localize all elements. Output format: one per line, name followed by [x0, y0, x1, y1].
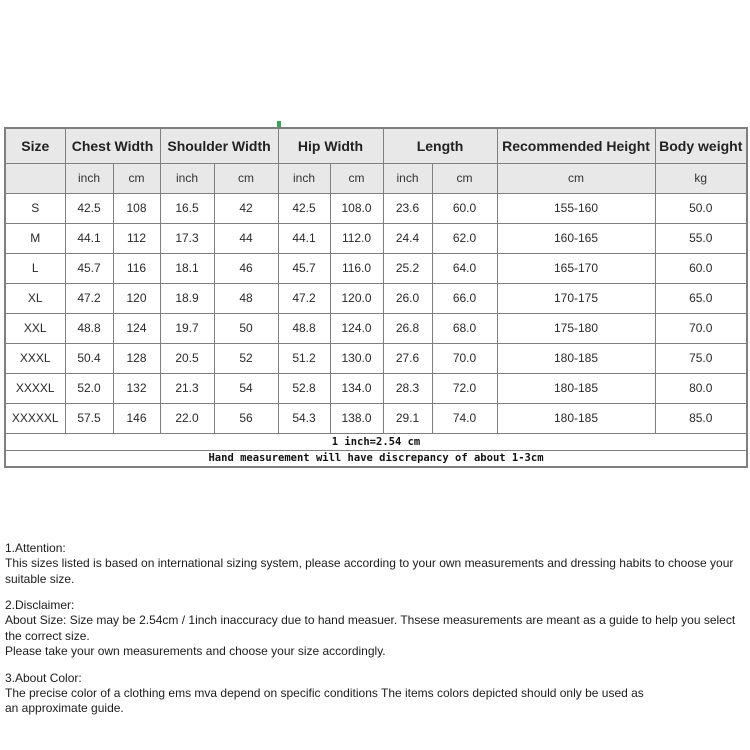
table-row	[5, 373, 747, 403]
subheader-row	[5, 163, 747, 193]
value-cell: 170-175	[497, 283, 655, 313]
unit-header: inch	[65, 163, 113, 193]
value-cell: 52.8	[278, 373, 330, 403]
value-cell: 108	[113, 193, 160, 223]
column-header: Length	[383, 128, 497, 163]
table-row	[5, 253, 747, 283]
value-cell: 29.1	[383, 403, 432, 433]
value-cell: 55.0	[655, 223, 747, 253]
unit-header: cm	[214, 163, 278, 193]
note-line: The precise color of a clothing ems mva depend on specific conditions The items colors depicted should only be used as	[5, 685, 644, 700]
value-cell: 16.5	[160, 193, 214, 223]
column-header: Recommended Height	[497, 128, 655, 163]
value-cell: 180-185	[497, 343, 655, 373]
value-cell: 20.5	[160, 343, 214, 373]
note-heading: 3.About Color:	[5, 670, 82, 685]
value-cell: 57.5	[65, 403, 113, 433]
value-cell: 50.0	[655, 193, 747, 223]
value-cell: 50	[214, 313, 278, 343]
value-cell: 124	[113, 313, 160, 343]
header-row	[5, 128, 747, 163]
value-cell: 22.0	[160, 403, 214, 433]
note-line: an approximate guide.	[5, 701, 124, 715]
table-footnotes	[5, 433, 747, 467]
table-body	[5, 193, 747, 433]
footnote-row	[5, 433, 747, 450]
size-label-cell: M	[5, 223, 65, 253]
unit-header: inch	[160, 163, 214, 193]
value-cell: 54.3	[278, 403, 330, 433]
value-cell: 51.2	[278, 343, 330, 373]
note-block	[5, 540, 745, 587]
value-cell: 26.8	[383, 313, 432, 343]
size-label-cell: XL	[5, 283, 65, 313]
size-chart-table	[4, 127, 748, 468]
note-block	[5, 670, 745, 717]
value-cell: 52	[214, 343, 278, 373]
value-cell: 48	[214, 283, 278, 313]
value-cell: 116	[113, 253, 160, 283]
notes-section	[5, 540, 745, 727]
unit-header-empty	[5, 163, 65, 193]
value-cell: 24.4	[383, 223, 432, 253]
value-cell: 70.0	[655, 313, 747, 343]
table-row	[5, 193, 747, 223]
value-cell: 134.0	[330, 373, 383, 403]
note-line: This sizes listed is based on international sizing system, please according to your own measurements and dressing habits to choose your suitable size.	[5, 556, 734, 586]
value-cell: 50.4	[65, 343, 113, 373]
unit-header: kg	[655, 163, 747, 193]
value-cell: 160-165	[497, 223, 655, 253]
value-cell: 75.0	[655, 343, 747, 373]
value-cell: 120	[113, 283, 160, 313]
value-cell: 60.0	[432, 193, 497, 223]
value-cell: 120.0	[330, 283, 383, 313]
note-line: Please take your own measurements and choose your size accordingly.	[5, 644, 386, 658]
value-cell: 27.6	[383, 343, 432, 373]
value-cell: 45.7	[65, 253, 113, 283]
value-cell: 46	[214, 253, 278, 283]
value-cell: 48.8	[65, 313, 113, 343]
value-cell: 70.0	[432, 343, 497, 373]
value-cell: 60.0	[655, 253, 747, 283]
value-cell: 62.0	[432, 223, 497, 253]
table-row	[5, 223, 747, 253]
table-row	[5, 403, 747, 433]
value-cell: 80.0	[655, 373, 747, 403]
value-cell: 64.0	[432, 253, 497, 283]
note-block	[5, 597, 745, 660]
size-label-cell: XXXXXL	[5, 403, 65, 433]
value-cell: 180-185	[497, 373, 655, 403]
column-header: Size	[5, 128, 65, 163]
value-cell: 112	[113, 223, 160, 253]
value-cell: 130.0	[330, 343, 383, 373]
value-cell: 72.0	[432, 373, 497, 403]
unit-header: cm	[432, 163, 497, 193]
value-cell: 44.1	[278, 223, 330, 253]
value-cell: 56	[214, 403, 278, 433]
value-cell: 132	[113, 373, 160, 403]
unit-header: inch	[383, 163, 432, 193]
footnote-cell: Hand measurement will have discrepancy of about 1-3cm	[5, 450, 747, 467]
value-cell: 138.0	[330, 403, 383, 433]
value-cell: 44	[214, 223, 278, 253]
value-cell: 42.5	[278, 193, 330, 223]
value-cell: 44.1	[65, 223, 113, 253]
column-header: Hip Width	[278, 128, 383, 163]
value-cell: 74.0	[432, 403, 497, 433]
size-label-cell: L	[5, 253, 65, 283]
size-label-cell: XXXL	[5, 343, 65, 373]
value-cell: 18.1	[160, 253, 214, 283]
value-cell: 108.0	[330, 193, 383, 223]
value-cell: 28.3	[383, 373, 432, 403]
note-line: About Size: Size may be 2.54cm / 1inch inaccuracy due to hand measuer. Thsese measurements are meant as a guide to help you select the correct size.	[5, 613, 736, 643]
size-label-cell: XXXXL	[5, 373, 65, 403]
unit-header: cm	[113, 163, 160, 193]
value-cell: 66.0	[432, 283, 497, 313]
size-label-cell: XXL	[5, 313, 65, 343]
value-cell: 112.0	[330, 223, 383, 253]
table-header	[5, 128, 747, 193]
value-cell: 128	[113, 343, 160, 373]
column-header: Chest Width	[65, 128, 160, 163]
value-cell: 180-185	[497, 403, 655, 433]
value-cell: 52.0	[65, 373, 113, 403]
footnote-row	[5, 450, 747, 467]
value-cell: 45.7	[278, 253, 330, 283]
value-cell: 25.2	[383, 253, 432, 283]
value-cell: 165-170	[497, 253, 655, 283]
size-label-cell: S	[5, 193, 65, 223]
table-row	[5, 343, 747, 373]
value-cell: 54	[214, 373, 278, 403]
value-cell: 175-180	[497, 313, 655, 343]
value-cell: 65.0	[655, 283, 747, 313]
footnote-cell: 1 inch=2.54 cm	[5, 433, 747, 450]
value-cell: 124.0	[330, 313, 383, 343]
column-header: Shoulder Width	[160, 128, 278, 163]
value-cell: 23.6	[383, 193, 432, 223]
value-cell: 146	[113, 403, 160, 433]
value-cell: 155-160	[497, 193, 655, 223]
note-heading: 1.Attention:	[5, 541, 66, 555]
unit-header: cm	[330, 163, 383, 193]
unit-header: cm	[497, 163, 655, 193]
table-row	[5, 283, 747, 313]
note-heading: 2.Disclaimer:	[5, 598, 75, 612]
value-cell: 26.0	[383, 283, 432, 313]
value-cell: 47.2	[278, 283, 330, 313]
value-cell: 85.0	[655, 403, 747, 433]
value-cell: 18.9	[160, 283, 214, 313]
value-cell: 21.3	[160, 373, 214, 403]
value-cell: 116.0	[330, 253, 383, 283]
value-cell: 68.0	[432, 313, 497, 343]
column-header: Body weight	[655, 128, 747, 163]
value-cell: 47.2	[65, 283, 113, 313]
value-cell: 19.7	[160, 313, 214, 343]
table-row	[5, 313, 747, 343]
value-cell: 42.5	[65, 193, 113, 223]
value-cell: 42	[214, 193, 278, 223]
value-cell: 17.3	[160, 223, 214, 253]
unit-header: inch	[278, 163, 330, 193]
value-cell: 48.8	[278, 313, 330, 343]
